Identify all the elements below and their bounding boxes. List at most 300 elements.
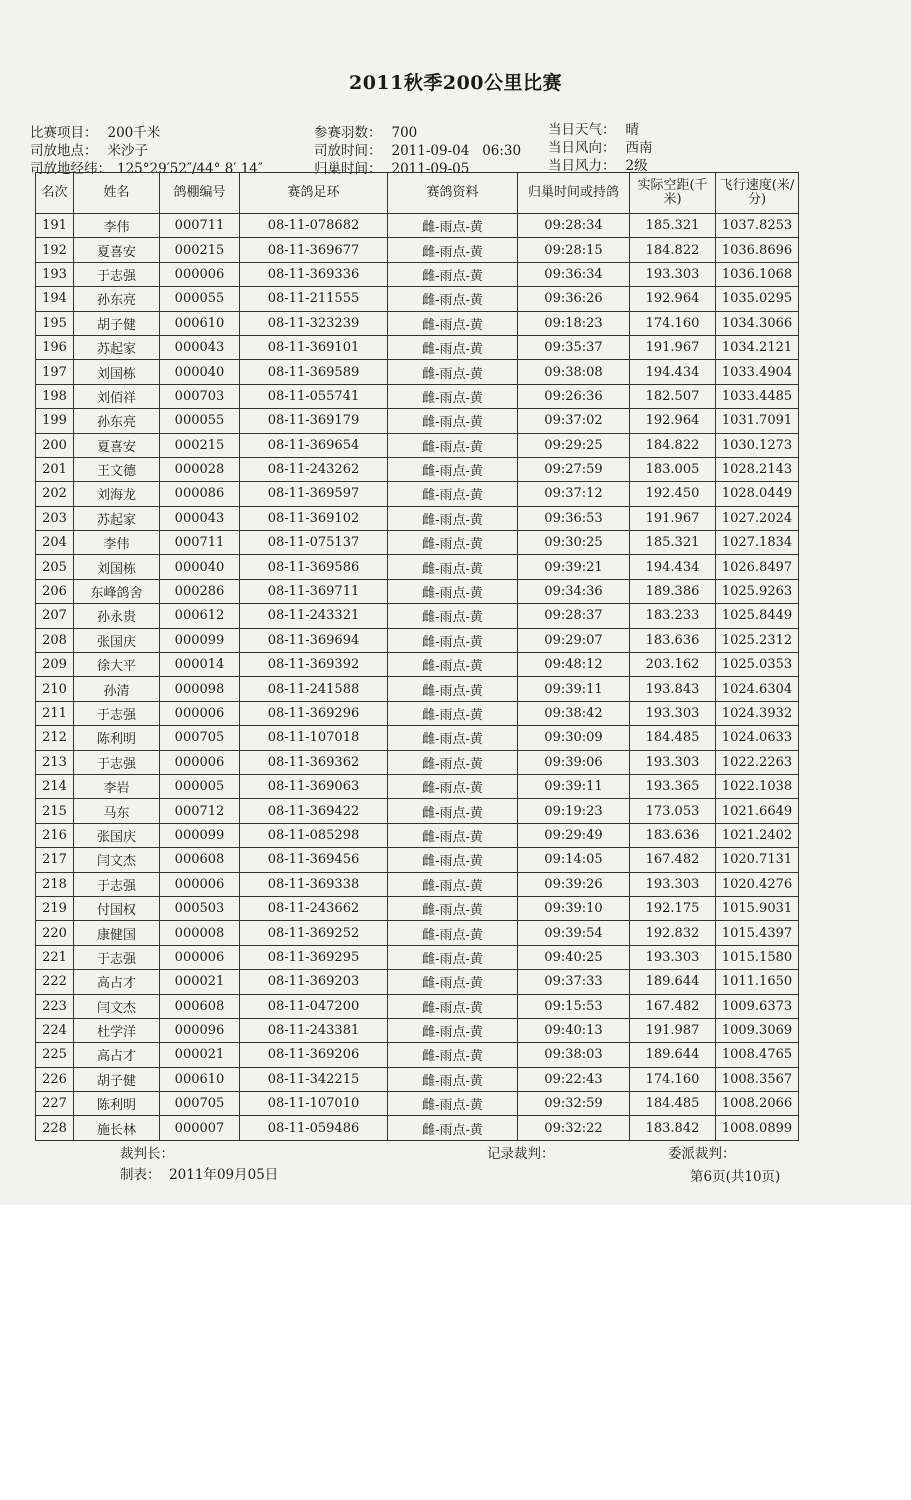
table-cell: 09:35:37: [518, 335, 630, 359]
table-cell: 1035.0295: [716, 287, 799, 311]
table-cell: 08-11-369252: [240, 921, 388, 945]
table-row: [36, 653, 799, 677]
table-row: [36, 287, 799, 311]
table-cell: 雌-雨点-黄: [388, 433, 518, 457]
table-cell: 08-11-211555: [240, 287, 388, 311]
table-cell: 202: [36, 482, 74, 506]
table-cell: 174.160: [630, 311, 716, 335]
table-cell: 雌-雨点-黄: [388, 848, 518, 872]
table-cell: 000712: [160, 799, 240, 823]
results-table: [35, 172, 799, 1141]
table-cell: 167.482: [630, 994, 716, 1018]
table-cell: 雌-雨点-黄: [388, 653, 518, 677]
table-cell: 189.386: [630, 579, 716, 603]
table-cell: 1036.8696: [716, 238, 799, 262]
table-cell: 000711: [160, 214, 240, 238]
table-cell: 胡子健: [74, 1067, 160, 1091]
table-cell: 184.485: [630, 1092, 716, 1116]
table-cell: 1015.1580: [716, 945, 799, 969]
table-cell: 08-11-369586: [240, 555, 388, 579]
table-row: [36, 994, 799, 1018]
table-cell: 刘海龙: [74, 482, 160, 506]
table-cell: 雌-雨点-黄: [388, 1018, 518, 1042]
table-cell: 225: [36, 1043, 74, 1067]
table-cell: 08-11-342215: [240, 1067, 388, 1091]
table-cell: 1008.0899: [716, 1116, 799, 1140]
table-cell: 1033.4904: [716, 360, 799, 384]
table-cell: 08-11-369295: [240, 945, 388, 969]
table-cell: 000612: [160, 604, 240, 628]
table-cell: 000055: [160, 287, 240, 311]
table-cell: 1022.1038: [716, 774, 799, 798]
table-cell: 刘佰祥: [74, 384, 160, 408]
table-cell: 211: [36, 701, 74, 725]
table-cell: 09:28:34: [518, 214, 630, 238]
table-cell: 刘国栋: [74, 555, 160, 579]
table-cell: 施长林: [74, 1116, 160, 1140]
table-cell: 1020.7131: [716, 848, 799, 872]
table-cell: 191.967: [630, 335, 716, 359]
table-cell: 09:19:23: [518, 799, 630, 823]
table-row: [36, 848, 799, 872]
table-cell: 216: [36, 823, 74, 847]
table-cell: 雌-雨点-黄: [388, 506, 518, 530]
table-cell: 1011.1650: [716, 970, 799, 994]
recorder-label: 记录裁判：: [487, 1146, 555, 1162]
table-cell: 雌-雨点-黄: [388, 774, 518, 798]
table-cell: 08-11-243662: [240, 896, 388, 920]
table-cell: 000028: [160, 457, 240, 481]
table-cell: 闫文杰: [74, 994, 160, 1018]
table-cell: 雌-雨点-黄: [388, 677, 518, 701]
table-row: [36, 555, 799, 579]
table-cell: 173.053: [630, 799, 716, 823]
table-row: [36, 628, 799, 652]
table-cell: 刘国栋: [74, 360, 160, 384]
table-cell: 1033.4485: [716, 384, 799, 408]
table-cell: 08-11-059486: [240, 1116, 388, 1140]
column-header: 赛鸽资料: [388, 173, 518, 214]
table-cell: 雌-雨点-黄: [388, 1043, 518, 1067]
table-cell: 08-11-243262: [240, 457, 388, 481]
table-cell: 184.822: [630, 433, 716, 457]
table-cell: 08-11-369296: [240, 701, 388, 725]
table-cell: 183.842: [630, 1116, 716, 1140]
table-cell: 09:48:12: [518, 653, 630, 677]
table-cell: 224: [36, 1018, 74, 1042]
table-cell: 08-11-075137: [240, 531, 388, 555]
table-cell: 雌-雨点-黄: [388, 555, 518, 579]
table-cell: 09:39:10: [518, 896, 630, 920]
table-cell: 192.450: [630, 482, 716, 506]
table-cell: 221: [36, 945, 74, 969]
table-cell: 000705: [160, 1092, 240, 1116]
table-cell: 000705: [160, 726, 240, 750]
table-cell: 李伟: [74, 531, 160, 555]
column-header: 归巢时间或持鸽: [518, 173, 630, 214]
table-cell: 雌-雨点-黄: [388, 628, 518, 652]
table-cell: 1037.8253: [716, 214, 799, 238]
table-cell: 雌-雨点-黄: [388, 604, 518, 628]
column-header: 名次: [36, 173, 74, 214]
table-cell: 09:40:13: [518, 1018, 630, 1042]
table-cell: 08-11-047200: [240, 994, 388, 1018]
table-cell: 1028.0449: [716, 482, 799, 506]
page-title: 2011秋季200公里比赛: [348, 72, 563, 94]
weather-info: 当日天气： 晴: [548, 122, 639, 138]
table-cell: 雌-雨点-黄: [388, 238, 518, 262]
table-cell: 1025.0353: [716, 653, 799, 677]
table-cell: 000086: [160, 482, 240, 506]
table-row: [36, 579, 799, 603]
table-cell: 徐大平: [74, 653, 160, 677]
table-cell: 000215: [160, 433, 240, 457]
table-cell: 000286: [160, 579, 240, 603]
column-header: 赛鸽足环: [240, 173, 388, 214]
table-cell: 1027.2024: [716, 506, 799, 530]
table-cell: 000610: [160, 311, 240, 335]
table-cell: 199: [36, 409, 74, 433]
table-cell: 200: [36, 433, 74, 457]
table-cell: 马东: [74, 799, 160, 823]
table-cell: 胡子健: [74, 311, 160, 335]
release-time-info: 司放时间： 2011-09-04 06:30: [314, 143, 522, 159]
table-cell: 09:38:42: [518, 701, 630, 725]
table-cell: 08-11-369456: [240, 848, 388, 872]
table-row: [36, 701, 799, 725]
table-row: [36, 384, 799, 408]
table-cell: 000007: [160, 1116, 240, 1140]
table-cell: 李岩: [74, 774, 160, 798]
table-cell: 雌-雨点-黄: [388, 970, 518, 994]
table-cell: 08-11-369392: [240, 653, 388, 677]
table-cell: 雌-雨点-黄: [388, 384, 518, 408]
table-cell: 192.964: [630, 409, 716, 433]
table-cell: 193: [36, 262, 74, 286]
table-cell: 193.303: [630, 872, 716, 896]
table-cell: 000099: [160, 628, 240, 652]
table-cell: 苏起家: [74, 335, 160, 359]
table-cell: 雌-雨点-黄: [388, 579, 518, 603]
table-row: [36, 896, 799, 920]
table-cell: 1008.2066: [716, 1092, 799, 1116]
table-cell: 孙东亮: [74, 409, 160, 433]
table-cell: 雌-雨点-黄: [388, 1092, 518, 1116]
table-cell: 000006: [160, 945, 240, 969]
table-cell: 000021: [160, 970, 240, 994]
table-cell: 夏喜安: [74, 433, 160, 457]
table-row: [36, 409, 799, 433]
table-cell: 1031.7091: [716, 409, 799, 433]
table-cell: 08-11-369101: [240, 335, 388, 359]
table-cell: 1021.2402: [716, 823, 799, 847]
table-cell: 194.434: [630, 360, 716, 384]
table-cell: 高占才: [74, 1043, 160, 1067]
table-cell: 09:26:36: [518, 384, 630, 408]
coords-info: 司放地经纬： 125°29′52″/44° 8′ 14″: [30, 161, 263, 177]
table-cell: 194: [36, 287, 74, 311]
table-cell: 付国权: [74, 896, 160, 920]
table-cell: 08-11-369338: [240, 872, 388, 896]
table-cell: 223: [36, 994, 74, 1018]
table-cell: 于志强: [74, 262, 160, 286]
table-cell: 207: [36, 604, 74, 628]
table-cell: 000608: [160, 848, 240, 872]
table-cell: 08-11-323239: [240, 311, 388, 335]
table-cell: 康健国: [74, 921, 160, 945]
table-cell: 189.644: [630, 1043, 716, 1067]
table-cell: 193.303: [630, 262, 716, 286]
table-row: [36, 1043, 799, 1067]
table-cell: 雌-雨点-黄: [388, 945, 518, 969]
table-cell: 雌-雨点-黄: [388, 262, 518, 286]
table-cell: 东峰鸽舍: [74, 579, 160, 603]
table-cell: 1021.6649: [716, 799, 799, 823]
table-cell: 000098: [160, 677, 240, 701]
table-cell: 201: [36, 457, 74, 481]
table-cell: 09:39:06: [518, 750, 630, 774]
table-cell: 杜学洋: [74, 1018, 160, 1042]
table-cell: 203.162: [630, 653, 716, 677]
table-cell: 09:39:21: [518, 555, 630, 579]
column-header: 飞行速度(米/分): [716, 173, 799, 214]
table-cell: 213: [36, 750, 74, 774]
table-cell: 000006: [160, 701, 240, 725]
column-header: 鸽棚编号: [160, 173, 240, 214]
table-row: [36, 1116, 799, 1140]
table-cell: 08-11-369654: [240, 433, 388, 457]
page-indicator: 第6页(共10页): [690, 1169, 781, 1185]
table-cell: 000711: [160, 531, 240, 555]
table-cell: 195: [36, 311, 74, 335]
table-cell: 183.636: [630, 823, 716, 847]
table-row: [36, 750, 799, 774]
table-cell: 于志强: [74, 945, 160, 969]
table-cell: 203: [36, 506, 74, 530]
table-cell: 雌-雨点-黄: [388, 872, 518, 896]
table-cell: 08-11-369694: [240, 628, 388, 652]
table-row: [36, 482, 799, 506]
table-row: [36, 921, 799, 945]
table-row: [36, 506, 799, 530]
table-cell: 08-11-369589: [240, 360, 388, 384]
table-cell: 185.321: [630, 531, 716, 555]
table-cell: 000055: [160, 409, 240, 433]
table-row: [36, 238, 799, 262]
table-cell: 212: [36, 726, 74, 750]
table-cell: 王文德: [74, 457, 160, 481]
table-cell: 09:40:25: [518, 945, 630, 969]
table-cell: 雌-雨点-黄: [388, 1116, 518, 1140]
table-cell: 1034.3066: [716, 311, 799, 335]
table-row: [36, 1092, 799, 1116]
table-cell: 189.644: [630, 970, 716, 994]
table-row: [36, 726, 799, 750]
table-cell: 孙东亮: [74, 287, 160, 311]
table-cell: 雌-雨点-黄: [388, 531, 518, 555]
table-cell: 张国庆: [74, 823, 160, 847]
table-cell: 000099: [160, 823, 240, 847]
table-cell: 09:37:33: [518, 970, 630, 994]
column-header: 实际空距(千米): [630, 173, 716, 214]
table-cell: 雌-雨点-黄: [388, 360, 518, 384]
event-info: 比赛项目： 200千米: [30, 125, 161, 141]
table-cell: 217: [36, 848, 74, 872]
table-body: [36, 214, 799, 1141]
table-cell: 194.434: [630, 555, 716, 579]
table-cell: 08-11-055741: [240, 384, 388, 408]
table-cell: 雌-雨点-黄: [388, 726, 518, 750]
table-cell: 227: [36, 1092, 74, 1116]
table-header-row: [36, 173, 799, 214]
table-cell: 雌-雨点-黄: [388, 335, 518, 359]
table-cell: 193.303: [630, 750, 716, 774]
table-cell: 09:39:11: [518, 677, 630, 701]
table-cell: 夏喜安: [74, 238, 160, 262]
table-cell: 228: [36, 1116, 74, 1140]
table-cell: 184.822: [630, 238, 716, 262]
table-cell: 218: [36, 872, 74, 896]
table-cell: 苏起家: [74, 506, 160, 530]
table-cell: 222: [36, 970, 74, 994]
table-cell: 1020.4276: [716, 872, 799, 896]
table-cell: 孙永贵: [74, 604, 160, 628]
table-cell: 191.967: [630, 506, 716, 530]
table-cell: 雌-雨点-黄: [388, 823, 518, 847]
table-cell: 000610: [160, 1067, 240, 1091]
table-cell: 09:36:34: [518, 262, 630, 286]
table-cell: 08-11-078682: [240, 214, 388, 238]
entries-info: 参赛羽数： 700: [314, 125, 418, 141]
table-cell: 192.964: [630, 287, 716, 311]
table-row: [36, 457, 799, 481]
table-row: [36, 799, 799, 823]
table-cell: 08-11-369336: [240, 262, 388, 286]
table-cell: 09:15:53: [518, 994, 630, 1018]
table-cell: 09:36:53: [518, 506, 630, 530]
table-cell: 于志强: [74, 750, 160, 774]
table-cell: 1028.2143: [716, 457, 799, 481]
table-cell: 000608: [160, 994, 240, 1018]
table-cell: 1015.4397: [716, 921, 799, 945]
table-cell: 182.507: [630, 384, 716, 408]
table-cell: 000008: [160, 921, 240, 945]
table-cell: 1022.2263: [716, 750, 799, 774]
table-cell: 闫文杰: [74, 848, 160, 872]
table-cell: 张国庆: [74, 628, 160, 652]
table-row: [36, 262, 799, 286]
table-cell: 1009.6373: [716, 994, 799, 1018]
table-cell: 08-11-085298: [240, 823, 388, 847]
table-row: [36, 360, 799, 384]
made-by-date: 制表： 2011年09月05日: [120, 1167, 279, 1183]
table-cell: 雌-雨点-黄: [388, 994, 518, 1018]
table-cell: 于志强: [74, 872, 160, 896]
table-cell: 08-11-369206: [240, 1043, 388, 1067]
table-cell: 184.485: [630, 726, 716, 750]
table-cell: 000503: [160, 896, 240, 920]
table-cell: 000006: [160, 750, 240, 774]
table-row: [36, 433, 799, 457]
table-cell: 09:28:15: [518, 238, 630, 262]
table-cell: 193.843: [630, 677, 716, 701]
table-row: [36, 1018, 799, 1042]
table-cell: 09:18:23: [518, 311, 630, 335]
table-cell: 000006: [160, 262, 240, 286]
table-cell: 214: [36, 774, 74, 798]
table-cell: 185.321: [630, 214, 716, 238]
table-cell: 1009.3069: [716, 1018, 799, 1042]
assigned-judge-label: 委派裁判：: [668, 1146, 736, 1162]
table-cell: 000215: [160, 238, 240, 262]
table-cell: 09:32:22: [518, 1116, 630, 1140]
table-cell: 孙清: [74, 677, 160, 701]
table-cell: 雌-雨点-黄: [388, 799, 518, 823]
table-cell: 09:28:37: [518, 604, 630, 628]
wind-force-info: 当日风力： 2级: [548, 158, 648, 174]
table-cell: 陈利明: [74, 726, 160, 750]
table-cell: 09:30:25: [518, 531, 630, 555]
table-cell: 1030.1273: [716, 433, 799, 457]
table-cell: 1008.3567: [716, 1067, 799, 1091]
table-cell: 1036.1068: [716, 262, 799, 286]
table-cell: 09:37:02: [518, 409, 630, 433]
table-row: [36, 531, 799, 555]
table-cell: 183.636: [630, 628, 716, 652]
table-cell: 08-11-369711: [240, 579, 388, 603]
table-cell: 高占才: [74, 970, 160, 994]
table-cell: 08-11-369422: [240, 799, 388, 823]
table-cell: 09:38:08: [518, 360, 630, 384]
table-cell: 000040: [160, 360, 240, 384]
table-cell: 09:32:59: [518, 1092, 630, 1116]
table-cell: 000014: [160, 653, 240, 677]
table-cell: 李伟: [74, 214, 160, 238]
table-row: [36, 214, 799, 238]
table-row: [36, 335, 799, 359]
table-cell: 09:36:26: [518, 287, 630, 311]
table-cell: 08-11-369597: [240, 482, 388, 506]
table-row: [36, 872, 799, 896]
table-cell: 雌-雨点-黄: [388, 921, 518, 945]
table-cell: 09:37:12: [518, 482, 630, 506]
table-cell: 000040: [160, 555, 240, 579]
table-cell: 219: [36, 896, 74, 920]
table-cell: 雌-雨点-黄: [388, 482, 518, 506]
table-cell: 191.987: [630, 1018, 716, 1042]
table-cell: 09:39:11: [518, 774, 630, 798]
table-cell: 210: [36, 677, 74, 701]
table-cell: 193.303: [630, 701, 716, 725]
table-cell: 雌-雨点-黄: [388, 1067, 518, 1091]
table-cell: 1034.2121: [716, 335, 799, 359]
table-cell: 208: [36, 628, 74, 652]
table-cell: 1027.1834: [716, 531, 799, 555]
table-cell: 09:22:43: [518, 1067, 630, 1091]
table-cell: 209: [36, 653, 74, 677]
table-cell: 1015.9031: [716, 896, 799, 920]
table-cell: 1024.3932: [716, 701, 799, 725]
table-row: [36, 677, 799, 701]
table-cell: 08-11-241588: [240, 677, 388, 701]
table-row: [36, 970, 799, 994]
table-cell: 192.832: [630, 921, 716, 945]
table-cell: 08-11-369102: [240, 506, 388, 530]
table-cell: 191: [36, 214, 74, 238]
table-cell: 09:14:05: [518, 848, 630, 872]
table-cell: 08-11-243321: [240, 604, 388, 628]
table-cell: 000006: [160, 872, 240, 896]
